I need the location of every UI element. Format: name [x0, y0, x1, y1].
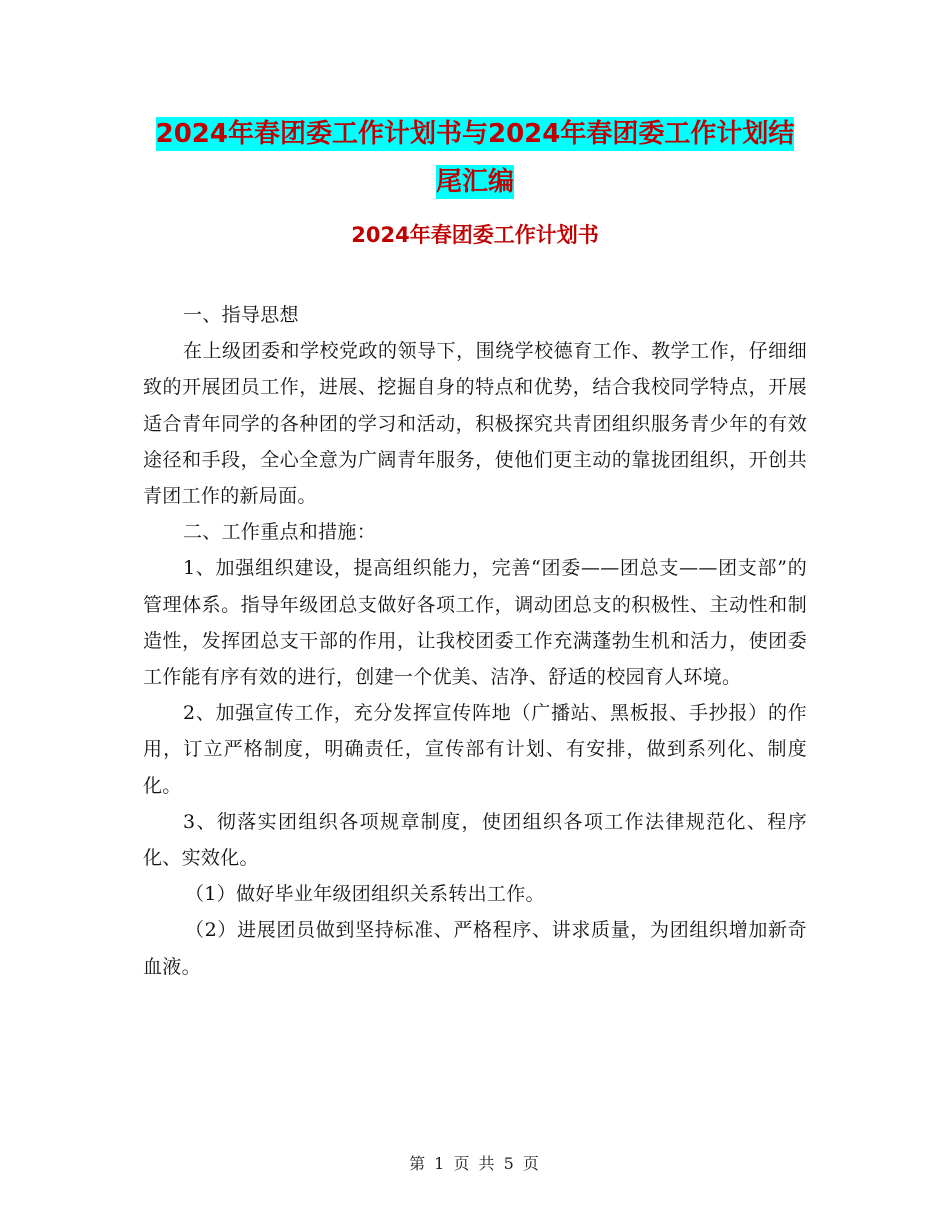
title-line-2: 尾汇编 — [435, 167, 514, 197]
section-title: 2024年春团委工作计划书 — [351, 223, 599, 247]
document-title — [0, 110, 950, 206]
page-footer: 第 1 页 共 5 页 — [409, 1154, 541, 1173]
title-line-1: 2024年春团委工作计划书与2024年春团委工作计划结 — [155, 119, 795, 149]
paragraph-item-3: 3、彻落实团组织各项规章制度，使团组织各项工作法律规范化、程序化、实效化。 — [143, 810, 807, 870]
document-body — [143, 297, 807, 985]
paragraph-subitem-2: （2）进展团员做到坚持标准、严格程序、讲求质量，为团组织增加新奇血液。 — [143, 919, 807, 978]
heading-guiding-ideology: 一、指导思想 — [183, 304, 299, 326]
heading-key-work: 二、工作重点和措施： — [183, 521, 377, 544]
paragraph-item-2: 2、加强宣传工作，充分发挥宣传阵地（广播站、黑板报、手抄报）的作用，订立严格制度，明确责任，宣传部有计划、有安排，做到系列化、制度化。 — [143, 702, 807, 797]
paragraph-subitem-1: （1）做好毕业年级团组织关系转出工作。 — [185, 883, 545, 906]
paragraph-item-1: 1、加强组织建设，提高组织能力，完善“团委——团总支——团支部”的管理体系。指导年级团总支做好各项工作，调动团总支的积极性、主动性和制造性，发挥团总支干部的作用，让我校团委工作充满蓬勃生机和活力，使团委工作能有序有效的进行，创建一个优美、洁净、舒适的校园育人环境。 — [143, 557, 807, 689]
paragraph-guiding-ideology: 在上级团委和学校党政的领导下，围绕学校德育工作、教学工作，仔细细致的开展团员工作，进展、挖掘自身的特点和优势，结合我校同学特点，开展适合青年同学的各种团的学习和活动，积极探究共青团组织服务青少年的有效途径和手段，全心全意为广阔青年服务，使他们更主动的靠拢团组织，开创共青团工作的新局面。 — [143, 340, 807, 508]
